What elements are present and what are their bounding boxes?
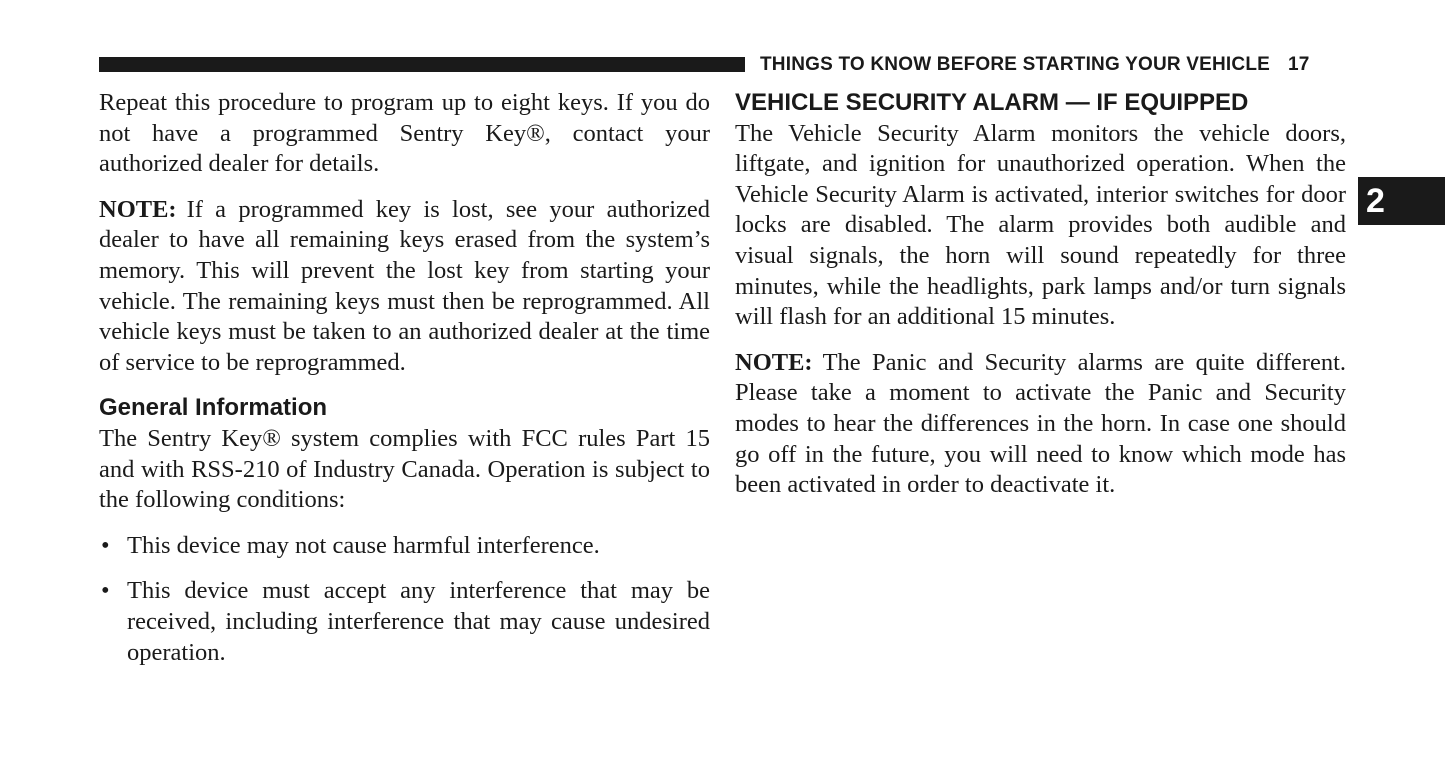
page-number: 17: [1288, 54, 1310, 75]
security-alarm-heading: VEHICLE SECURITY ALARM — IF EQUIPPED: [735, 89, 1249, 116]
note-label: NOTE:: [99, 195, 177, 223]
bullet-icon: •: [101, 531, 110, 559]
list-item: [99, 576, 710, 668]
note-paragraph: [735, 348, 1346, 501]
chapter-tab: 2: [1358, 177, 1445, 225]
note-label: NOTE:: [735, 348, 813, 376]
left-column: [99, 88, 710, 668]
list-item-text: This device must accept any interference that may be received, including interference that may cause undesired operation.: [127, 577, 710, 666]
general-information-heading: General Information: [99, 394, 328, 422]
list-item-text: This device may not cause harmful interference.: [127, 531, 600, 559]
conditions-list: [99, 531, 710, 668]
note-paragraph: [99, 195, 710, 379]
note-text: The Panic and Security alarms are quite different. Please take a moment to activate the Panic and Security modes to hear the differences in the horn. In case one should go off in the future, you will need to know which mode has been activated in order to deactivate it.: [735, 348, 1346, 499]
bullet-icon: •: [101, 577, 110, 605]
header-title: THINGS TO KNOW BEFORE STARTING YOUR VEHICLE: [760, 54, 1271, 75]
security-alarm-paragraph: The Vehicle Security Alarm monitors the vehicle doors, liftgate, and ignition for unauthorized operation. When the Vehicle Security Alarm is activated, interior switches for door locks are disabled. The alarm provides both audible and visual signals, the horn will sound repeatedly for three minutes, while the headlights, park lamps and/or turn signals will flash for an additional 15 minutes.: [735, 119, 1346, 331]
note-text: If a programmed key is lost, see your authorized dealer to have all remaining keys erased from the system’s memory. This will prevent the lost key from starting your vehicle. The remaining keys must then be reprogrammed. All vehicle keys must be taken to an authorized dealer at the time of service to be reprogrammed.: [99, 195, 710, 376]
general-information-paragraph: The Sentry Key® system complies with FCC rules Part 15 and with RSS-210 of Industry Canada. Operation is subject to the following conditions:: [99, 424, 710, 514]
running-header: [760, 54, 1310, 76]
list-item: [99, 531, 710, 562]
header-rule: [99, 57, 745, 72]
right-column: [735, 88, 1346, 501]
intro-paragraph: Repeat this procedure to program up to eight keys. If you do not have a programmed Sentry Key®, contact your authorized dealer for details.: [99, 89, 710, 178]
